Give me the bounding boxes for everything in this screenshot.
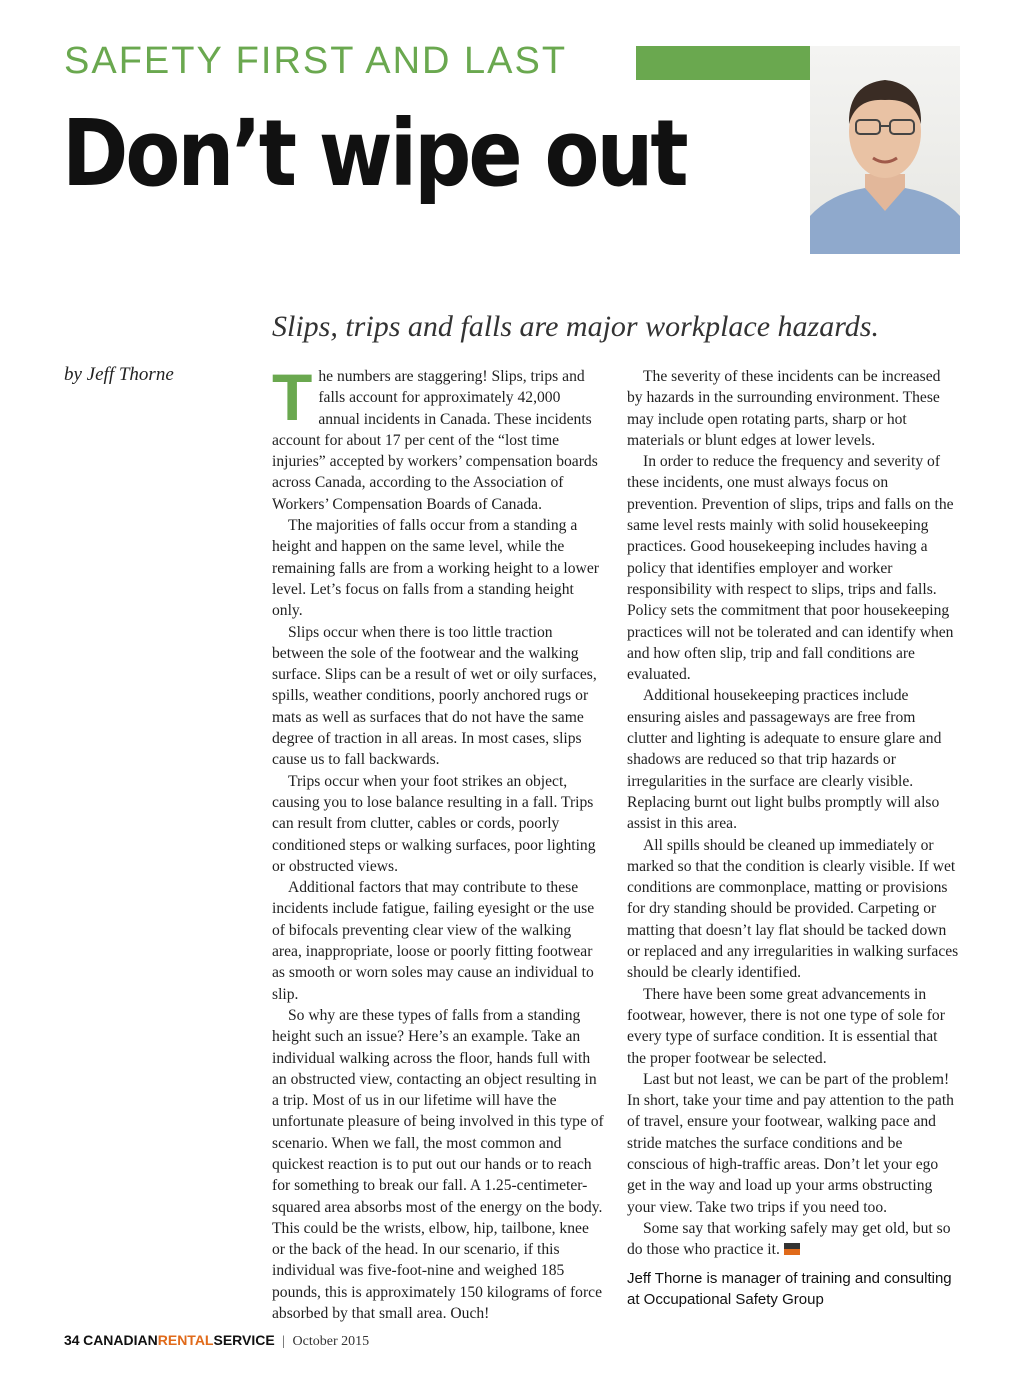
paragraph: In order to reduce the frequency and severity of these incidents, one must always focus on prevention. Prevention of slips, trips and falls on the same level rests mainly with solid housekeeping practices. Good housekeeping includes having a policy that identifies employer and worker responsibility with respect to slips, trips and falls. Policy sets the commitment that poor housekeeping practices will not be tolerated and can identify when and how often slip, trip and fall conditions are evaluated. [627,453,954,684]
publication-name-part3: SERVICE [213,1332,275,1348]
accent-bar [636,46,810,80]
paragraph: Slips occur when there is too little traction between the sole of the footwear and the walking surface. Slips can be a result of wet or oily surfaces, spills, weather conditions, poorly anchored rugs or mats as well as surfaces that do not have the same degree of traction in all areas. In most cases, slips cause us to fall backwards. [272,623,597,769]
end-mark-icon [784,1243,800,1255]
paragraph: Additional factors that may contribute to these incidents include fatigue, failing eyesight or the use of bifocals preventing clear view of the walking area, inappropriate, loose or poorly fitting footwear as smooth or worn soles may cause an individual to slip. [272,879,595,1003]
page-number: 34 [64,1332,80,1348]
drop-cap: T [272,360,313,434]
byline: by Jeff Thorne [64,364,174,385]
author-photo [810,46,960,254]
paragraph: The severity of these incidents can be increased by hazards in the surrounding environment. These may include open rotating parts, sharp or hot materials or blunt edges at lower levels. [627,368,941,449]
section-label: SAFETY FIRST AND LAST [64,40,568,82]
footer-separator: | [282,1334,286,1349]
headline: Don’t wipe out [62,100,686,207]
page-footer [64,1332,369,1350]
article-column-1 [272,360,604,1324]
article-column-2 [627,366,959,1310]
author-portrait-icon [810,46,960,254]
paragraph: Additional housekeeping practices include ensuring aisles and passageways are free from clutter and lighting is adequate to ensure glare and shadows are reduced so that trip hazards or irregularities in the surface are clearly visible. Replacing burnt out light bulbs promptly will also assist in this area. [627,687,942,833]
paragraph: So why are these types of falls from a standing height such an issue? Here’s an example. Take an individual walking across the floor, hands full with an obstructed view, contacting an object resulting in a trip. Most of us in our lifetime will have the unfortunate pleasure of being involved in this type of scenario. When we fall, the most common and quickest reaction is to put out our hands or to reach for something to break our fall. A 1.25-centimeter-squared area absorbs most of the energy on the body. This could be the wrists, elbow, hip, tailbone, knee or the back of the head. In our scenario, if this individual was five-foot-nine and weighed 185 pounds, this is approximately 150 kilograms of force absorbed by that small area. Ouch! [272,1006,604,1323]
publication-name-part2: RENTAL [157,1332,214,1348]
deck: Slips, trips and falls are major workplace hazards. [272,310,879,343]
paragraph: Some say that working safely may get old, but so do those who practice it. [627,1219,951,1259]
paragraph: All spills should be cleaned up immediately or marked so that the condition is clearly visible. If wet conditions are commonplace, matting or provisions for dry standing should be provided. Carpeting or matting that doesn’t lay flat should be tacked down or replaced and any irregularities in walking surfaces should be clearly identified. [627,836,959,982]
author-bio: Jeff Thorne is manager of training and consulting at Occupational Safety Group [627,1270,952,1309]
paragraph: The numbers are staggering! Slips, trips and falls account for approximately 42,000 annual incidents in Canada. These incidents account for about 17 per cent of the “lost time injuries” accepted by workers’ compensation boards across Canada, according to the Association of Workers’ Compensation Boards of Canada. [272,360,598,513]
paragraph: There have been some great advancements in footwear, however, there is not one type of sole for every type of surface condition. It is essential that the proper footwear be selected. [627,985,945,1067]
paragraph: Trips occur when your foot strikes an object, causing you to lose balance resulting in a fall. Trips can result from clutter, cables or cords, poorly conditioned steps or walking surfaces, poor lighting or obstructed views. [272,772,596,875]
paragraph: The majorities of falls occur from a standing a height and happen on the same level, while the remaining falls are from a working height to a lower level. Let’s focus on falls from a standing height only. [272,517,599,620]
issue-date: October 2015 [292,1334,370,1349]
paragraph: Last but not least, we can be part of the problem! In short, take your time and pay attention to the path of travel, ensure your footwear, walking pace and stride matches the surface conditions and be conscious of high-traffic areas. Don’t let your ego get in the way and load up your arms obstructing your view. Take two trips if you need too. [627,1070,954,1216]
publication-name-part1: CANADIAN [83,1332,158,1348]
